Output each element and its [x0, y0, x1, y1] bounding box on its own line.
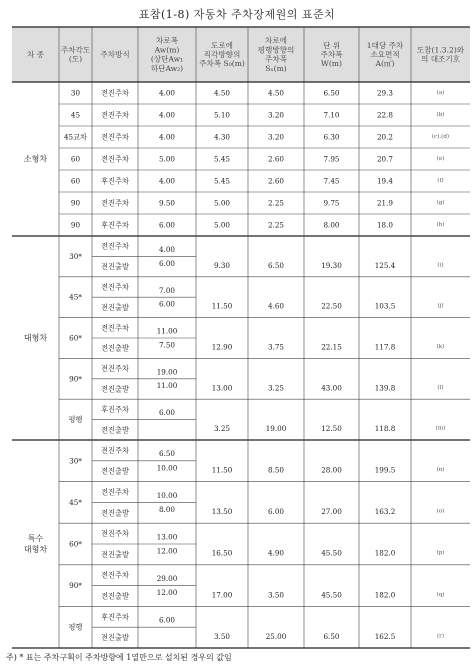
- aisle-width-cell: 9.50: [158, 198, 176, 208]
- aisle-width-cell: 7.00: [158, 285, 176, 295]
- unit-width-cell: 45.50: [321, 590, 342, 600]
- method-cell: 전진출발: [101, 384, 129, 394]
- sx-cell: 3.20: [267, 110, 285, 120]
- angle-cell: 60*: [69, 539, 82, 549]
- header-cell-text: 단 위: [322, 40, 341, 50]
- method-cell: 후진주차: [101, 220, 129, 230]
- sx-cell: 2.60: [267, 154, 285, 164]
- category-label: 소형차: [23, 154, 48, 164]
- header-cell-text: 직각방향의: [203, 50, 241, 59]
- method-cell: 전진주차: [101, 154, 129, 164]
- method-cell: 전진주차: [101, 88, 129, 98]
- angle-cell: 평행: [68, 415, 83, 425]
- s0-cell: 13.50: [211, 507, 233, 517]
- header-cell-text: 평행방향의: [257, 45, 295, 55]
- header-cell-text: 주차폭 S₀(m): [199, 59, 245, 69]
- angle-cell: 평행: [68, 622, 83, 632]
- area-cell: 18.0: [376, 220, 394, 230]
- sx-cell: 4.60: [267, 301, 285, 311]
- angle-cell: 45교차: [63, 132, 88, 142]
- unit-width-cell: 22.15: [321, 342, 342, 352]
- method-cell: 전진주차: [101, 364, 129, 374]
- aisle-width-cell: 12.00: [156, 546, 178, 556]
- aisle-width-cell: 6.00: [158, 408, 176, 418]
- category-label: 특수: [27, 534, 44, 543]
- ref-cell: (q): [436, 591, 445, 598]
- aisle-width-cell: 11.00: [156, 326, 178, 336]
- footnote: 주) * 표는 주차구획이 주차방향에 1열만으로 설치된 경우의 값임: [6, 653, 232, 662]
- sx-cell: 4.90: [267, 548, 285, 558]
- header-cell-text: 하단Aw₂): [150, 63, 184, 73]
- method-cell: 전진주차: [101, 570, 129, 580]
- aisle-width-cell: 19.00: [156, 367, 178, 377]
- method-cell: 전진출발: [101, 508, 129, 518]
- sx-cell: 2.60: [267, 176, 285, 186]
- sx-cell: 2.25: [267, 198, 285, 208]
- angle-cell: 45: [70, 110, 81, 120]
- sx-cell: 25.00: [265, 631, 287, 641]
- s0-cell: 3.50: [213, 631, 231, 641]
- s0-cell: 9.30: [213, 260, 231, 270]
- header-cell-text: W(m): [321, 59, 342, 69]
- s0-cell: 5.00: [213, 198, 231, 208]
- header-cell-text: 차로에: [264, 36, 288, 46]
- sx-cell: 3.75: [267, 342, 285, 352]
- sx-cell: 2.25: [267, 220, 285, 230]
- ref-cell: (r): [436, 633, 445, 640]
- sx-cell: 3.20: [267, 132, 285, 142]
- header-cell-text: 차로폭: [155, 36, 179, 46]
- angle-cell: 30: [70, 88, 81, 98]
- ref-cell: (f): [437, 178, 444, 184]
- angle-cell: 90*: [69, 581, 82, 591]
- category-label: 대형차: [23, 545, 48, 554]
- ref-cell: (n): [436, 466, 445, 473]
- ref-cell: (b): [436, 112, 445, 118]
- sx-cell: 8.50: [267, 465, 285, 475]
- aisle-width-cell: 12.00: [156, 588, 178, 598]
- unit-width-cell: 6.50: [323, 631, 340, 641]
- aisle-width-cell: 29.00: [156, 574, 178, 584]
- header-cell-text: 도참(1.3.2)와: [416, 45, 465, 55]
- method-cell: 전진주차: [101, 487, 129, 497]
- unit-width-cell: 7.45: [323, 176, 340, 186]
- unit-width-cell: 43.00: [321, 383, 342, 393]
- s0-cell: 4.50: [213, 88, 231, 98]
- sx-cell: 3.25: [267, 383, 285, 393]
- header-cell-text: Aw(m): [154, 45, 180, 55]
- aisle-width-cell: 13.00: [156, 532, 178, 542]
- unit-width-cell: 8.00: [323, 220, 340, 230]
- sx-cell: 19.00: [265, 424, 287, 434]
- method-cell: 전진출발: [101, 633, 129, 643]
- method-cell: 전진주차: [101, 282, 129, 292]
- method-cell: 전진출발: [101, 591, 129, 601]
- sx-cell: 4.50: [267, 88, 285, 98]
- area-cell: 29.3: [376, 88, 394, 98]
- angle-cell: 90*: [69, 374, 82, 384]
- angle-cell: 90: [70, 198, 81, 208]
- area-cell: 125.4: [374, 260, 396, 270]
- header-cell-text: 의 대조기호: [420, 54, 461, 64]
- area-cell: 103.5: [374, 301, 396, 311]
- angle-cell: 90: [70, 220, 81, 230]
- area-cell: 20.2: [376, 132, 394, 142]
- ref-cell: (m): [435, 425, 446, 432]
- area-cell: 199.5: [374, 465, 396, 475]
- header-cell-text: 주차각도: [60, 45, 91, 55]
- area-cell: 21.9: [376, 198, 394, 208]
- ref-cell: (j): [437, 303, 444, 310]
- header-cell-text: 차 종: [26, 50, 45, 59]
- unit-width-cell: 22.50: [321, 301, 342, 311]
- aisle-width-cell: 7.50: [158, 340, 176, 350]
- method-cell: 전진출발: [101, 262, 129, 272]
- area-cell: 182.0: [374, 548, 396, 558]
- unit-width-cell: 6.50: [323, 88, 340, 98]
- area-cell: 139.8: [374, 383, 396, 393]
- s0-cell: 11.50: [211, 465, 233, 475]
- aisle-width-cell: 6.00: [158, 258, 176, 268]
- method-cell: 전진주차: [101, 529, 129, 539]
- sx-cell: 6.00: [267, 507, 285, 517]
- method-cell: 전진주차: [101, 323, 129, 333]
- aisle-width-cell: 10.00: [156, 463, 178, 473]
- s0-cell: 5.45: [213, 176, 231, 186]
- ref-cell: (i): [437, 262, 444, 269]
- s0-cell: 16.50: [211, 548, 233, 558]
- s0-cell: 5.45: [213, 154, 231, 164]
- area-cell: 118.8: [374, 424, 396, 434]
- s0-cell: 13.00: [211, 383, 233, 393]
- header-cell-text: A(㎡): [375, 59, 395, 69]
- header-cell-text: 1대당 주차: [366, 40, 404, 50]
- header-cell-text: 주차방식: [100, 50, 130, 59]
- angle-cell: 60: [70, 176, 81, 186]
- area-cell: 22.8: [376, 110, 394, 120]
- header-cell-text: Sₓ(m): [265, 63, 287, 73]
- ref-cell: (o): [436, 508, 445, 515]
- unit-width-cell: 7.95: [323, 154, 340, 164]
- method-cell: 전진출발: [101, 549, 129, 559]
- method-cell: 전진주차: [101, 110, 129, 120]
- sx-cell: 6.50: [267, 260, 285, 270]
- unit-width-cell: 19.30: [321, 260, 342, 270]
- header-cell-text: (도): [68, 54, 83, 64]
- ref-cell: (h): [436, 222, 445, 228]
- ref-cell: (e): [436, 156, 445, 162]
- s0-cell: 5.00: [213, 220, 231, 230]
- aisle-width-cell: 5.00: [158, 154, 176, 164]
- method-cell: 후진주차: [101, 404, 129, 414]
- ref-cell: (a): [436, 90, 445, 96]
- unit-width-cell: 45.50: [321, 548, 342, 558]
- aisle-width-cell: 4.00: [158, 110, 176, 120]
- s0-cell: 12.90: [211, 342, 233, 352]
- table-title: 표참(1-8) 자동차 주차장제원의 표준치: [138, 8, 336, 21]
- header-cell-text: 주차폭: [320, 50, 343, 59]
- ref-cell: (k): [436, 343, 445, 350]
- unit-width-cell: 28.00: [321, 465, 342, 475]
- method-cell: 전진주차: [101, 132, 129, 142]
- method-cell: 전진주차: [101, 198, 129, 208]
- s0-cell: 5.10: [213, 110, 231, 120]
- method-cell: 전진출발: [101, 343, 129, 353]
- area-cell: 19.4: [376, 176, 394, 186]
- aisle-width-cell: 4.00: [158, 176, 176, 186]
- aisle-width-cell: 6.00: [158, 220, 176, 230]
- method-cell: 전진출발: [101, 425, 129, 435]
- s0-cell: 17.00: [211, 590, 233, 600]
- aisle-width-cell: 4.00: [158, 88, 176, 98]
- method-cell: 후진주차: [101, 612, 129, 622]
- aisle-width-cell: 6.00: [158, 615, 176, 625]
- s0-cell: 4.30: [213, 132, 231, 142]
- method-cell: 전진주차: [101, 445, 129, 455]
- unit-width-cell: 7.10: [323, 110, 340, 120]
- unit-width-cell: 6.30: [323, 132, 340, 142]
- angle-cell: 60*: [69, 333, 82, 343]
- ref-cell: (c),(d): [431, 134, 450, 140]
- method-cell: 전진주차: [101, 241, 129, 251]
- ref-cell: (p): [436, 550, 445, 557]
- header-cell-text: 소요면적: [370, 50, 400, 59]
- method-cell: 전진출발: [101, 302, 129, 312]
- aisle-width-cell: 11.00: [156, 381, 178, 391]
- s0-cell: 3.25: [213, 424, 231, 434]
- ref-cell: (g): [436, 200, 445, 206]
- angle-cell: 30*: [69, 251, 82, 261]
- angle-cell: 45*: [69, 292, 82, 302]
- header-cell-text: (상단Aw₁: [150, 54, 184, 64]
- sx-cell: 3.50: [267, 590, 285, 600]
- angle-cell: 60: [70, 154, 81, 164]
- area-cell: 162.5: [374, 631, 396, 641]
- method-cell: 전진출발: [101, 466, 129, 476]
- unit-width-cell: 9.75: [323, 198, 340, 208]
- aisle-width-cell: 4.00: [158, 132, 176, 142]
- area-cell: 20.7: [376, 154, 394, 164]
- aisle-width-cell: 8.00: [158, 504, 176, 514]
- category-label: 대형차: [23, 333, 48, 343]
- unit-width-cell: 12.50: [321, 424, 342, 434]
- aisle-width-cell: 10.00: [156, 490, 178, 500]
- s0-cell: 11.50: [211, 301, 233, 311]
- angle-cell: 45*: [69, 497, 82, 507]
- area-cell: 163.2: [374, 507, 396, 517]
- aisle-width-cell: 6.00: [158, 299, 176, 309]
- method-cell: 후진주차: [101, 176, 129, 186]
- header-cell-text: 도로에: [210, 40, 234, 50]
- area-cell: 182.0: [374, 590, 396, 600]
- header-cell-text: 주차폭: [264, 54, 288, 64]
- unit-width-cell: 27.00: [321, 507, 342, 517]
- area-cell: 117.8: [374, 342, 396, 352]
- ref-cell: (l): [437, 384, 444, 391]
- aisle-width-cell: 6.50: [158, 449, 176, 459]
- angle-cell: 30*: [69, 456, 82, 466]
- aisle-width-cell: 4.00: [158, 244, 176, 254]
